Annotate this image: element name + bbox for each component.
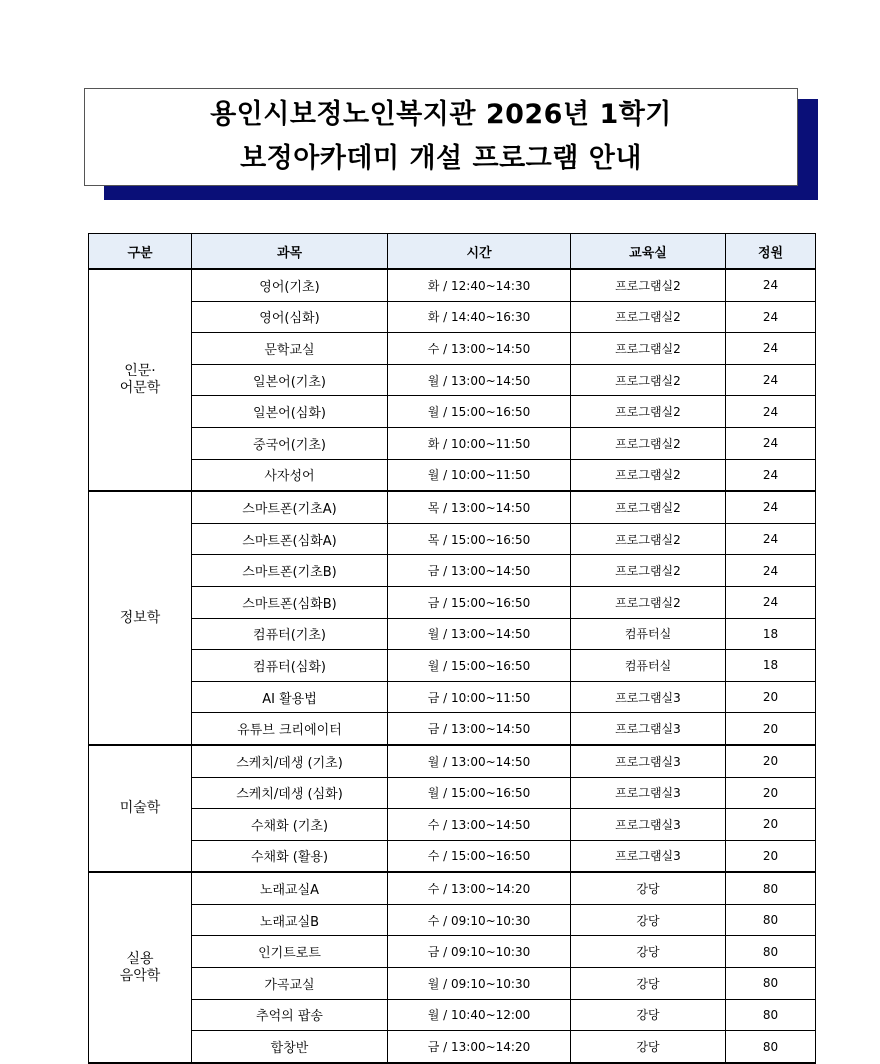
course-cell: 사자성어 (192, 459, 388, 491)
category-cell (89, 491, 192, 745)
capacity-cell: 24 (726, 396, 816, 428)
capacity-cell: 80 (726, 968, 816, 1000)
table-row (89, 809, 816, 841)
capacity-cell: 24 (726, 523, 816, 555)
time-cell: 월 / 10:40~12:00 (388, 999, 571, 1031)
capacity-cell: 80 (726, 999, 816, 1031)
category-cell (89, 745, 192, 872)
table-row (89, 333, 816, 365)
course-cell: 일본어(기초) (192, 364, 388, 396)
capacity-cell: 24 (726, 301, 816, 333)
course-cell: 합창반 (192, 1031, 388, 1063)
table-row (89, 904, 816, 936)
capacity-cell: 24 (726, 491, 816, 523)
capacity-cell: 80 (726, 904, 816, 936)
room-cell: 컴퓨터실 (571, 618, 726, 650)
course-cell: 유튜브 크리에이터 (192, 713, 388, 745)
course-cell: 수채화 (활용) (192, 840, 388, 872)
table-row (89, 523, 816, 555)
header-capacity: 정원 (726, 234, 816, 270)
room-cell: 프로그램실2 (571, 396, 726, 428)
category-label-line-1: 인문· (124, 363, 156, 380)
course-cell: 추억의 팝송 (192, 999, 388, 1031)
time-cell: 금 / 13:00~14:50 (388, 555, 571, 587)
capacity-cell: 24 (726, 555, 816, 587)
course-cell: AI 활용법 (192, 681, 388, 713)
room-cell: 강당 (571, 936, 726, 968)
room-cell: 프로그램실3 (571, 840, 726, 872)
category-cell (89, 872, 192, 1063)
table-row (89, 1031, 816, 1063)
time-cell: 목 / 13:00~14:50 (388, 491, 571, 523)
table-row (89, 364, 816, 396)
table-body (89, 269, 816, 1063)
course-cell: 영어(심화) (192, 301, 388, 333)
table-row (89, 459, 816, 491)
capacity-cell: 20 (726, 681, 816, 713)
capacity-cell: 24 (726, 459, 816, 491)
room-cell: 프로그램실2 (571, 364, 726, 396)
table-row (89, 713, 816, 745)
time-cell: 수 / 13:00~14:50 (388, 809, 571, 841)
room-cell: 프로그램실2 (571, 523, 726, 555)
course-cell: 컴퓨터(기초) (192, 618, 388, 650)
header-time: 시간 (388, 234, 571, 270)
category-label-line-2: 어문학 (119, 380, 161, 397)
room-cell: 강당 (571, 904, 726, 936)
table-row (89, 872, 816, 904)
room-cell: 프로그램실2 (571, 459, 726, 491)
room-cell: 프로그램실2 (571, 269, 726, 301)
course-cell: 수채화 (기초) (192, 809, 388, 841)
category-label-line-2: 음악학 (119, 967, 161, 984)
table-row (89, 586, 816, 618)
capacity-cell: 20 (726, 745, 816, 777)
title-line-2: 보정아카데미 개설 프로그램 안내 (240, 143, 642, 174)
room-cell: 프로그램실2 (571, 301, 726, 333)
capacity-cell: 24 (726, 427, 816, 459)
title-line-1: 용인시보정노인복지관 2026년 1학기 (210, 99, 672, 130)
time-cell: 화 / 10:00~11:50 (388, 427, 571, 459)
course-cell: 인기트로트 (192, 936, 388, 968)
title-box (84, 88, 798, 186)
time-cell: 금 / 09:10~10:30 (388, 936, 571, 968)
time-cell: 월 / 13:00~14:50 (388, 364, 571, 396)
room-cell: 프로그램실2 (571, 333, 726, 365)
time-cell: 수 / 15:00~16:50 (388, 840, 571, 872)
course-cell: 스마트폰(기초B) (192, 555, 388, 587)
room-cell: 강당 (571, 999, 726, 1031)
capacity-cell: 24 (726, 364, 816, 396)
course-cell: 스케치/데생 (기초) (192, 745, 388, 777)
time-cell: 수 / 13:00~14:20 (388, 872, 571, 904)
table-row (89, 618, 816, 650)
capacity-cell: 24 (726, 269, 816, 301)
time-cell: 월 / 13:00~14:50 (388, 618, 571, 650)
category-label-line-1: 실용 (126, 950, 154, 967)
capacity-cell: 20 (726, 809, 816, 841)
category-label-line-1: 정보학 (119, 609, 161, 626)
course-cell: 스마트폰(기초A) (192, 491, 388, 523)
category-label-line-1: 미술학 (119, 800, 161, 817)
course-cell: 스케치/데생 (심화) (192, 777, 388, 809)
room-cell: 프로그램실3 (571, 745, 726, 777)
room-cell: 프로그램실3 (571, 809, 726, 841)
time-cell: 금 / 13:00~14:20 (388, 1031, 571, 1063)
time-cell: 수 / 09:10~10:30 (388, 904, 571, 936)
course-cell: 가곡교실 (192, 968, 388, 1000)
table-row (89, 745, 816, 777)
time-cell: 월 / 10:00~11:50 (388, 459, 571, 491)
room-cell: 강당 (571, 968, 726, 1000)
time-cell: 목 / 15:00~16:50 (388, 523, 571, 555)
table-row (89, 968, 816, 1000)
capacity-cell: 24 (726, 586, 816, 618)
course-cell: 일본어(심화) (192, 396, 388, 428)
course-cell: 노래교실A (192, 872, 388, 904)
course-cell: 스마트폰(심화B) (192, 586, 388, 618)
room-cell: 프로그램실3 (571, 681, 726, 713)
capacity-cell: 20 (726, 840, 816, 872)
table-row (89, 269, 816, 301)
course-cell: 문학교실 (192, 333, 388, 365)
time-cell: 금 / 10:00~11:50 (388, 681, 571, 713)
course-cell: 영어(기초) (192, 269, 388, 301)
table-row (89, 650, 816, 682)
capacity-cell: 24 (726, 333, 816, 365)
room-cell: 프로그램실2 (571, 586, 726, 618)
room-cell: 프로그램실2 (571, 491, 726, 523)
table-row (89, 936, 816, 968)
room-cell: 프로그램실2 (571, 427, 726, 459)
time-cell: 월 / 09:10~10:30 (388, 968, 571, 1000)
room-cell: 프로그램실2 (571, 555, 726, 587)
time-cell: 월 / 13:00~14:50 (388, 745, 571, 777)
capacity-cell: 20 (726, 713, 816, 745)
course-cell: 컴퓨터(심화) (192, 650, 388, 682)
header-room: 교육실 (571, 234, 726, 270)
course-cell: 중국어(기초) (192, 427, 388, 459)
course-cell: 스마트폰(심화A) (192, 523, 388, 555)
table-row (89, 301, 816, 333)
time-cell: 월 / 15:00~16:50 (388, 396, 571, 428)
table-row (89, 840, 816, 872)
time-cell: 화 / 12:40~14:30 (388, 269, 571, 301)
time-cell: 금 / 15:00~16:50 (388, 586, 571, 618)
capacity-cell: 18 (726, 618, 816, 650)
time-cell: 수 / 13:00~14:50 (388, 333, 571, 365)
header-course: 과목 (192, 234, 388, 270)
program-table (88, 233, 816, 1064)
table-header-row (89, 234, 816, 270)
capacity-cell: 18 (726, 650, 816, 682)
room-cell: 프로그램실3 (571, 713, 726, 745)
table-row (89, 777, 816, 809)
time-cell: 월 / 15:00~16:50 (388, 650, 571, 682)
room-cell: 프로그램실3 (571, 777, 726, 809)
table-row (89, 427, 816, 459)
category-cell (89, 269, 192, 491)
capacity-cell: 80 (726, 872, 816, 904)
capacity-cell: 80 (726, 1031, 816, 1063)
time-cell: 금 / 13:00~14:50 (388, 713, 571, 745)
table-row (89, 396, 816, 428)
room-cell: 강당 (571, 872, 726, 904)
room-cell: 컴퓨터실 (571, 650, 726, 682)
capacity-cell: 20 (726, 777, 816, 809)
table-row (89, 999, 816, 1031)
room-cell: 강당 (571, 1031, 726, 1063)
table-row (89, 681, 816, 713)
course-cell: 노래교실B (192, 904, 388, 936)
header-category: 구분 (89, 234, 192, 270)
table-row (89, 491, 816, 523)
time-cell: 월 / 15:00~16:50 (388, 777, 571, 809)
time-cell: 화 / 14:40~16:30 (388, 301, 571, 333)
table-row (89, 555, 816, 587)
capacity-cell: 80 (726, 936, 816, 968)
